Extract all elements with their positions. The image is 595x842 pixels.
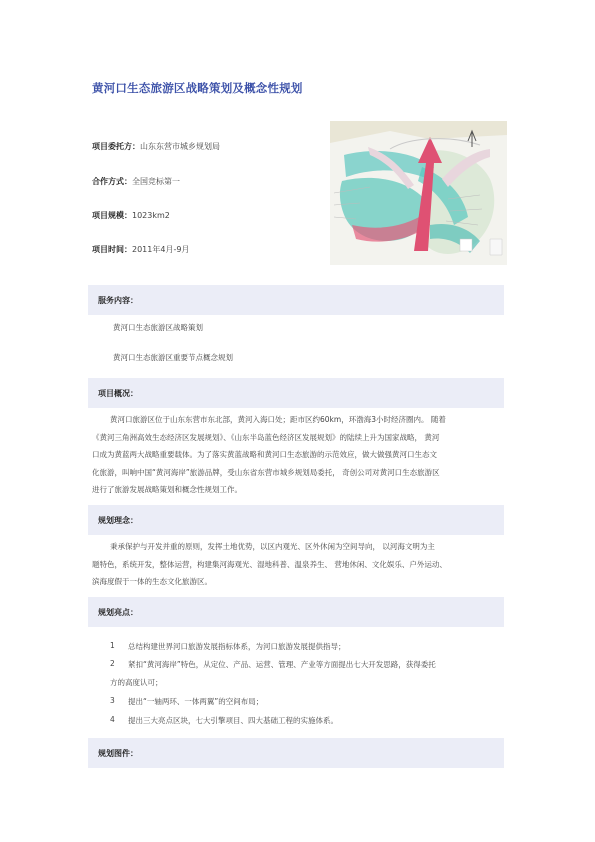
- info-value: 全国竞标第一: [132, 177, 180, 186]
- info-label: 项目委托方：: [92, 142, 140, 151]
- paragraph-line: 秉承保护与开发并重的原则，发挥土地优势，以区内观光、区外休闲为空间导向， 以河海文明为主: [110, 542, 435, 551]
- paragraph-line: 进行了旅游发展战略策划和概念性规划工作。: [92, 485, 242, 494]
- list-item: 紧扣“黄河海岸”特色，从定位、产品、运营、管理、产业等方面提出七大开发思路，获得委托: [128, 660, 436, 669]
- list-item-continuation: 方的高度认可；: [110, 678, 163, 687]
- list-item: 总结构建世界河口旅游发展指标体系，为河口旅游发展提供指导；: [128, 642, 346, 651]
- info-scale: [92, 210, 170, 221]
- list-number: 1: [110, 641, 115, 650]
- section-heading: 规划理念：: [98, 516, 138, 525]
- info-value: 山东东营市城乡规划局: [140, 142, 220, 151]
- info-label: 合作方式：: [92, 177, 132, 186]
- paragraph-line: 《黄河三角洲高效生态经济区发展规划》、《山东半岛蓝色经济区发展规划》的陆续上升为国家战略， 黄河: [92, 432, 440, 442]
- list-item: 提出“一轴两环、一体两翼”的空间布局；: [128, 697, 264, 706]
- info-time: [92, 244, 189, 255]
- planning-map-image: [330, 121, 507, 265]
- concept-paragraph: [92, 538, 504, 591]
- paragraph-line: 化旅游，叫响中国“黄河海岸”旅游品牌，受山东省东营市城乡规划局委托， 奇创公司对黄河口生态旅游区: [92, 467, 440, 477]
- paragraph-line: 题特色，系统开发，整体运营，构建集河海观光、湿地科普、温泉养生、 营地休闲、文化娱乐、户外运动、: [92, 559, 447, 569]
- section-header-drawings: [88, 738, 504, 768]
- list-item: 黄河口生态旅游区重要节点概念规划: [113, 353, 233, 362]
- paragraph-line: 黄河口旅游区位于山东东营市东北部，黄河入海口处；距市区约60km，环渤海3小时经济圈内。 随着: [110, 415, 446, 424]
- info-cooperation: [92, 176, 180, 187]
- list-item: 黄河口生态旅游区战略策划: [113, 323, 203, 332]
- section-heading: 规划图件：: [98, 749, 138, 758]
- paragraph-line: 滨海度假于一体的生态文化旅游区。: [92, 577, 212, 586]
- section-header-highlights: [88, 597, 504, 627]
- list-number: 3: [110, 696, 115, 705]
- list-item: 提出三大亮点区块，七大引擎项目、四大基础工程的实施体系。: [128, 716, 338, 725]
- info-value: 1023km2: [132, 211, 170, 220]
- list-number: 4: [110, 715, 115, 724]
- list-number: 2: [110, 659, 115, 668]
- info-label: 项目规模：: [92, 211, 132, 220]
- section-header-services: [88, 285, 504, 315]
- section-heading: 项目概况：: [98, 389, 138, 398]
- section-header-overview: [88, 378, 504, 408]
- page-title: 黄河口生态旅游区战略策划及概念性规划: [92, 81, 303, 95]
- section-heading: 服务内容：: [98, 296, 138, 305]
- info-value: 2011年4月-9月: [132, 245, 190, 254]
- overview-paragraph: [92, 411, 504, 499]
- paragraph-line: 口成为黄蓝两大战略重要载体。为了落实黄蓝战略和黄河口生态旅游的示范效应，做大做强黄河口生态文: [92, 450, 437, 459]
- info-client: [92, 141, 220, 152]
- section-heading: 规划亮点：: [98, 608, 138, 617]
- section-header-concept: [88, 505, 504, 535]
- info-label: 项目时间：: [92, 245, 132, 254]
